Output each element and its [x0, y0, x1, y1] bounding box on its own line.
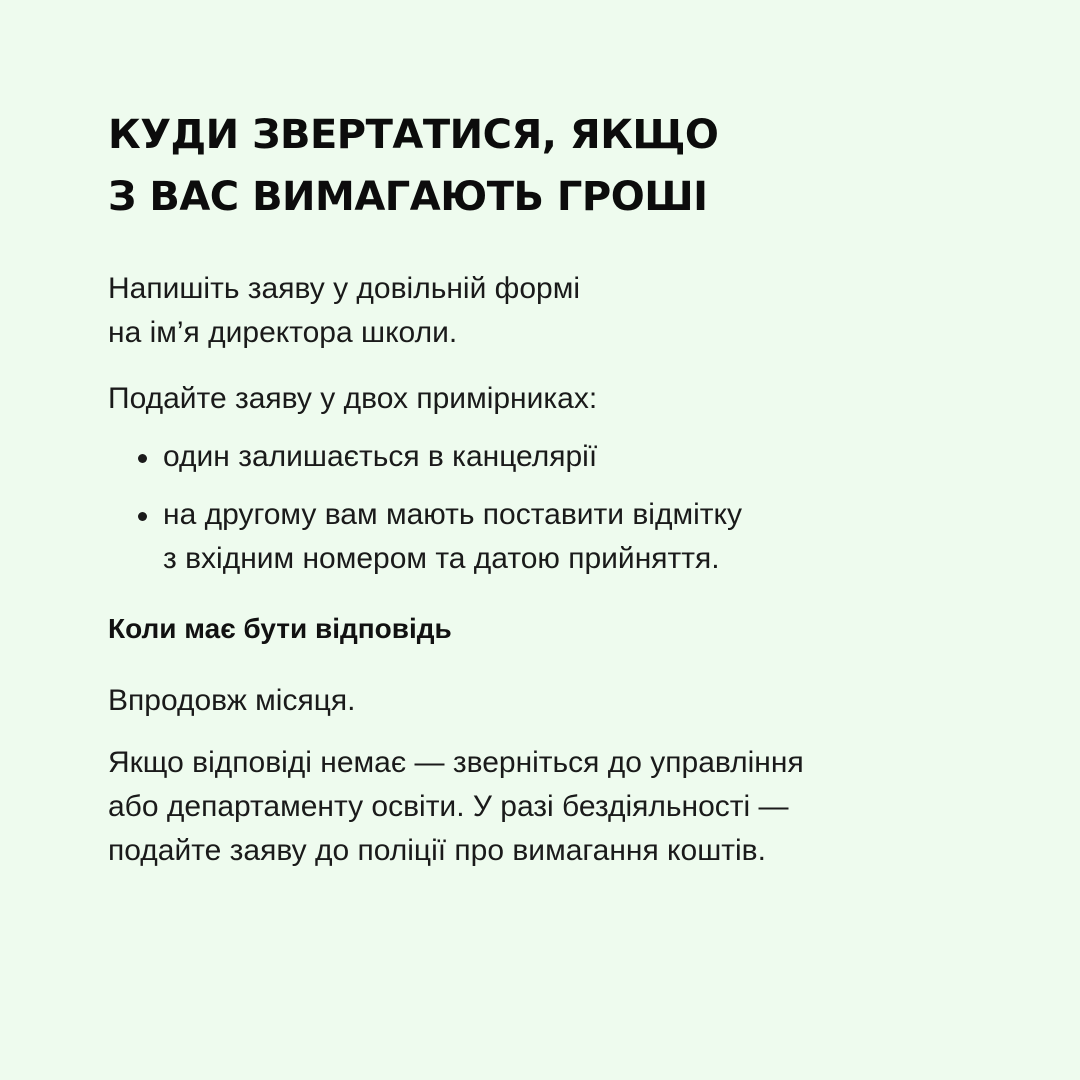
list-item	[108, 493, 988, 581]
copies-list	[108, 435, 988, 581]
page-title	[108, 104, 988, 228]
response-text: Впродовж місяця.	[108, 684, 356, 717]
info-card	[108, 104, 988, 873]
escalation-line-3: подайте заяву до поліції про вимагання коштів.	[108, 834, 766, 867]
escalation-line-2: або департаменту освіти. У разі бездіяльності —	[108, 790, 789, 823]
escalation-paragraph	[108, 741, 988, 873]
title-line-2: З ВАС ВИМАГАЮТЬ ГРОШІ	[108, 174, 708, 220]
response-heading: Коли має бути відповідь	[108, 613, 452, 644]
list-item-text-line-1: на другому вам мають поставити відмітку	[163, 498, 742, 531]
list-item-text-line-2: з вхідним номером та датою прийняття.	[163, 542, 720, 575]
list-item-text: один залишається в канцелярії	[163, 440, 598, 473]
title-line-1: КУДИ ЗВЕРТАТИСЯ, ЯКЩО	[108, 112, 719, 158]
bullet-dot-icon	[138, 454, 147, 463]
intro-paragraph	[108, 267, 988, 355]
escalation-line-1: Якщо відповіді немає — зверніться до управління	[108, 746, 804, 779]
intro-line-2: на ім’я директора школи.	[108, 316, 458, 349]
intro-line-1: Напишіть заяву у довільній формі	[108, 272, 581, 305]
bullet-dot-icon	[138, 512, 147, 521]
list-item	[108, 435, 988, 479]
copies-paragraph: Подайте заяву у двох примірниках:	[108, 382, 598, 415]
